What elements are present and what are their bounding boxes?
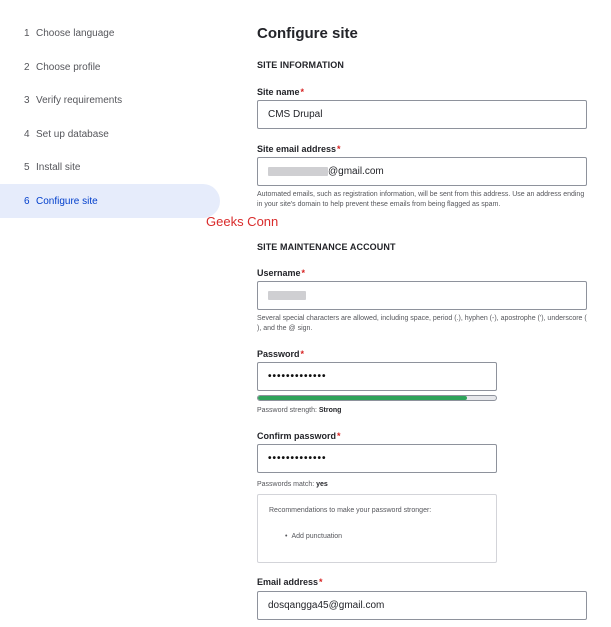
password-strength-fill: [258, 396, 467, 400]
site-email-label: [257, 144, 341, 154]
password-label-text: Password: [257, 349, 300, 359]
step-choose-language: [0, 16, 220, 50]
confirm-password-input[interactable]: [257, 444, 497, 473]
step-choose-profile: [0, 50, 220, 84]
step-label: Set up database: [36, 128, 109, 140]
password-input[interactable]: [257, 362, 497, 391]
bullet-icon: •: [285, 533, 288, 540]
site-email-suffix: @gmail.com: [328, 166, 384, 177]
page-title: Configure site: [257, 25, 358, 42]
password-recommendations-box: [257, 494, 497, 563]
required-marker: *: [337, 144, 341, 154]
email-address-label-text: Email address: [257, 577, 319, 587]
password-strength-value: Strong: [318, 407, 342, 414]
installer-steps: [0, 0, 222, 627]
recommendation-item-text: Add punctuation: [291, 533, 343, 540]
password-strength-prefix: Password strength:: [257, 407, 319, 414]
username-label-text: Username: [257, 268, 301, 278]
site-name-label-text: Site name: [257, 87, 300, 97]
site-email-input[interactable]: [257, 157, 587, 186]
site-email-description: Automated emails, such as registration information, will be sent from this address. Use an address ending in your site's domain to help prevent these emails from being flagged as spam.: [257, 191, 585, 208]
step-label: Verify requirements: [36, 94, 123, 106]
email-address-label: [257, 577, 323, 587]
step-set-up-database: [0, 117, 220, 151]
site-name-label: [257, 87, 304, 97]
confirm-password-label: [257, 431, 341, 441]
username-input[interactable]: [257, 281, 587, 310]
password-strength-meter: [257, 395, 497, 401]
password-match-text: [257, 480, 328, 490]
step-label: Configure site: [36, 195, 98, 207]
step-number: 4: [24, 128, 30, 140]
confirm-password-dots: •••••••••••••: [268, 453, 327, 464]
required-marker: *: [301, 268, 306, 278]
step-label: Choose profile: [36, 61, 101, 73]
step-verify-requirements: [0, 83, 220, 117]
step-number: 3: [24, 94, 30, 106]
recommendation-item: [285, 532, 342, 542]
recommendations-title: Recommendations to make your password stronger:: [269, 507, 432, 514]
password-match-prefix: Passwords match:: [257, 481, 317, 488]
step-label: Install site: [36, 161, 81, 173]
required-marker: *: [337, 431, 341, 441]
redacted-text: [268, 291, 306, 300]
step-number: 2: [24, 61, 30, 73]
step-configure-site: [0, 184, 220, 218]
username-description: Several special characters are allowed, including space, period (.), hyphen (-), apostrophe ('), underscore ( ), and the @ sign.: [257, 315, 587, 332]
redacted-text: [268, 167, 328, 176]
step-label: Choose language: [36, 27, 115, 39]
confirm-password-label-text: Confirm password: [257, 431, 337, 441]
required-marker: *: [319, 577, 323, 587]
email-address-input[interactable]: [257, 591, 587, 620]
email-address-value: dosqangga45@gmail.com: [268, 600, 385, 611]
step-number: 6: [24, 195, 30, 207]
username-label: [257, 268, 305, 278]
maintenance-account-heading: SITE MAINTENANCE ACCOUNT: [257, 242, 396, 252]
watermark-text: Geeks Conn: [206, 214, 279, 229]
required-marker: *: [300, 87, 305, 97]
site-name-value: CMS Drupal: [268, 109, 323, 120]
password-strength-text: [257, 406, 341, 416]
password-dots: •••••••••••••: [268, 371, 327, 382]
password-match-value: yes: [316, 481, 328, 488]
step-number: 1: [24, 27, 30, 39]
step-install-site: [0, 150, 220, 184]
site-email-label-text: Site email address: [257, 144, 337, 154]
required-marker: *: [300, 349, 305, 359]
password-label: [257, 349, 304, 359]
step-number: 5: [24, 161, 30, 173]
site-name-input[interactable]: [257, 100, 587, 129]
site-information-heading: SITE INFORMATION: [257, 60, 344, 70]
